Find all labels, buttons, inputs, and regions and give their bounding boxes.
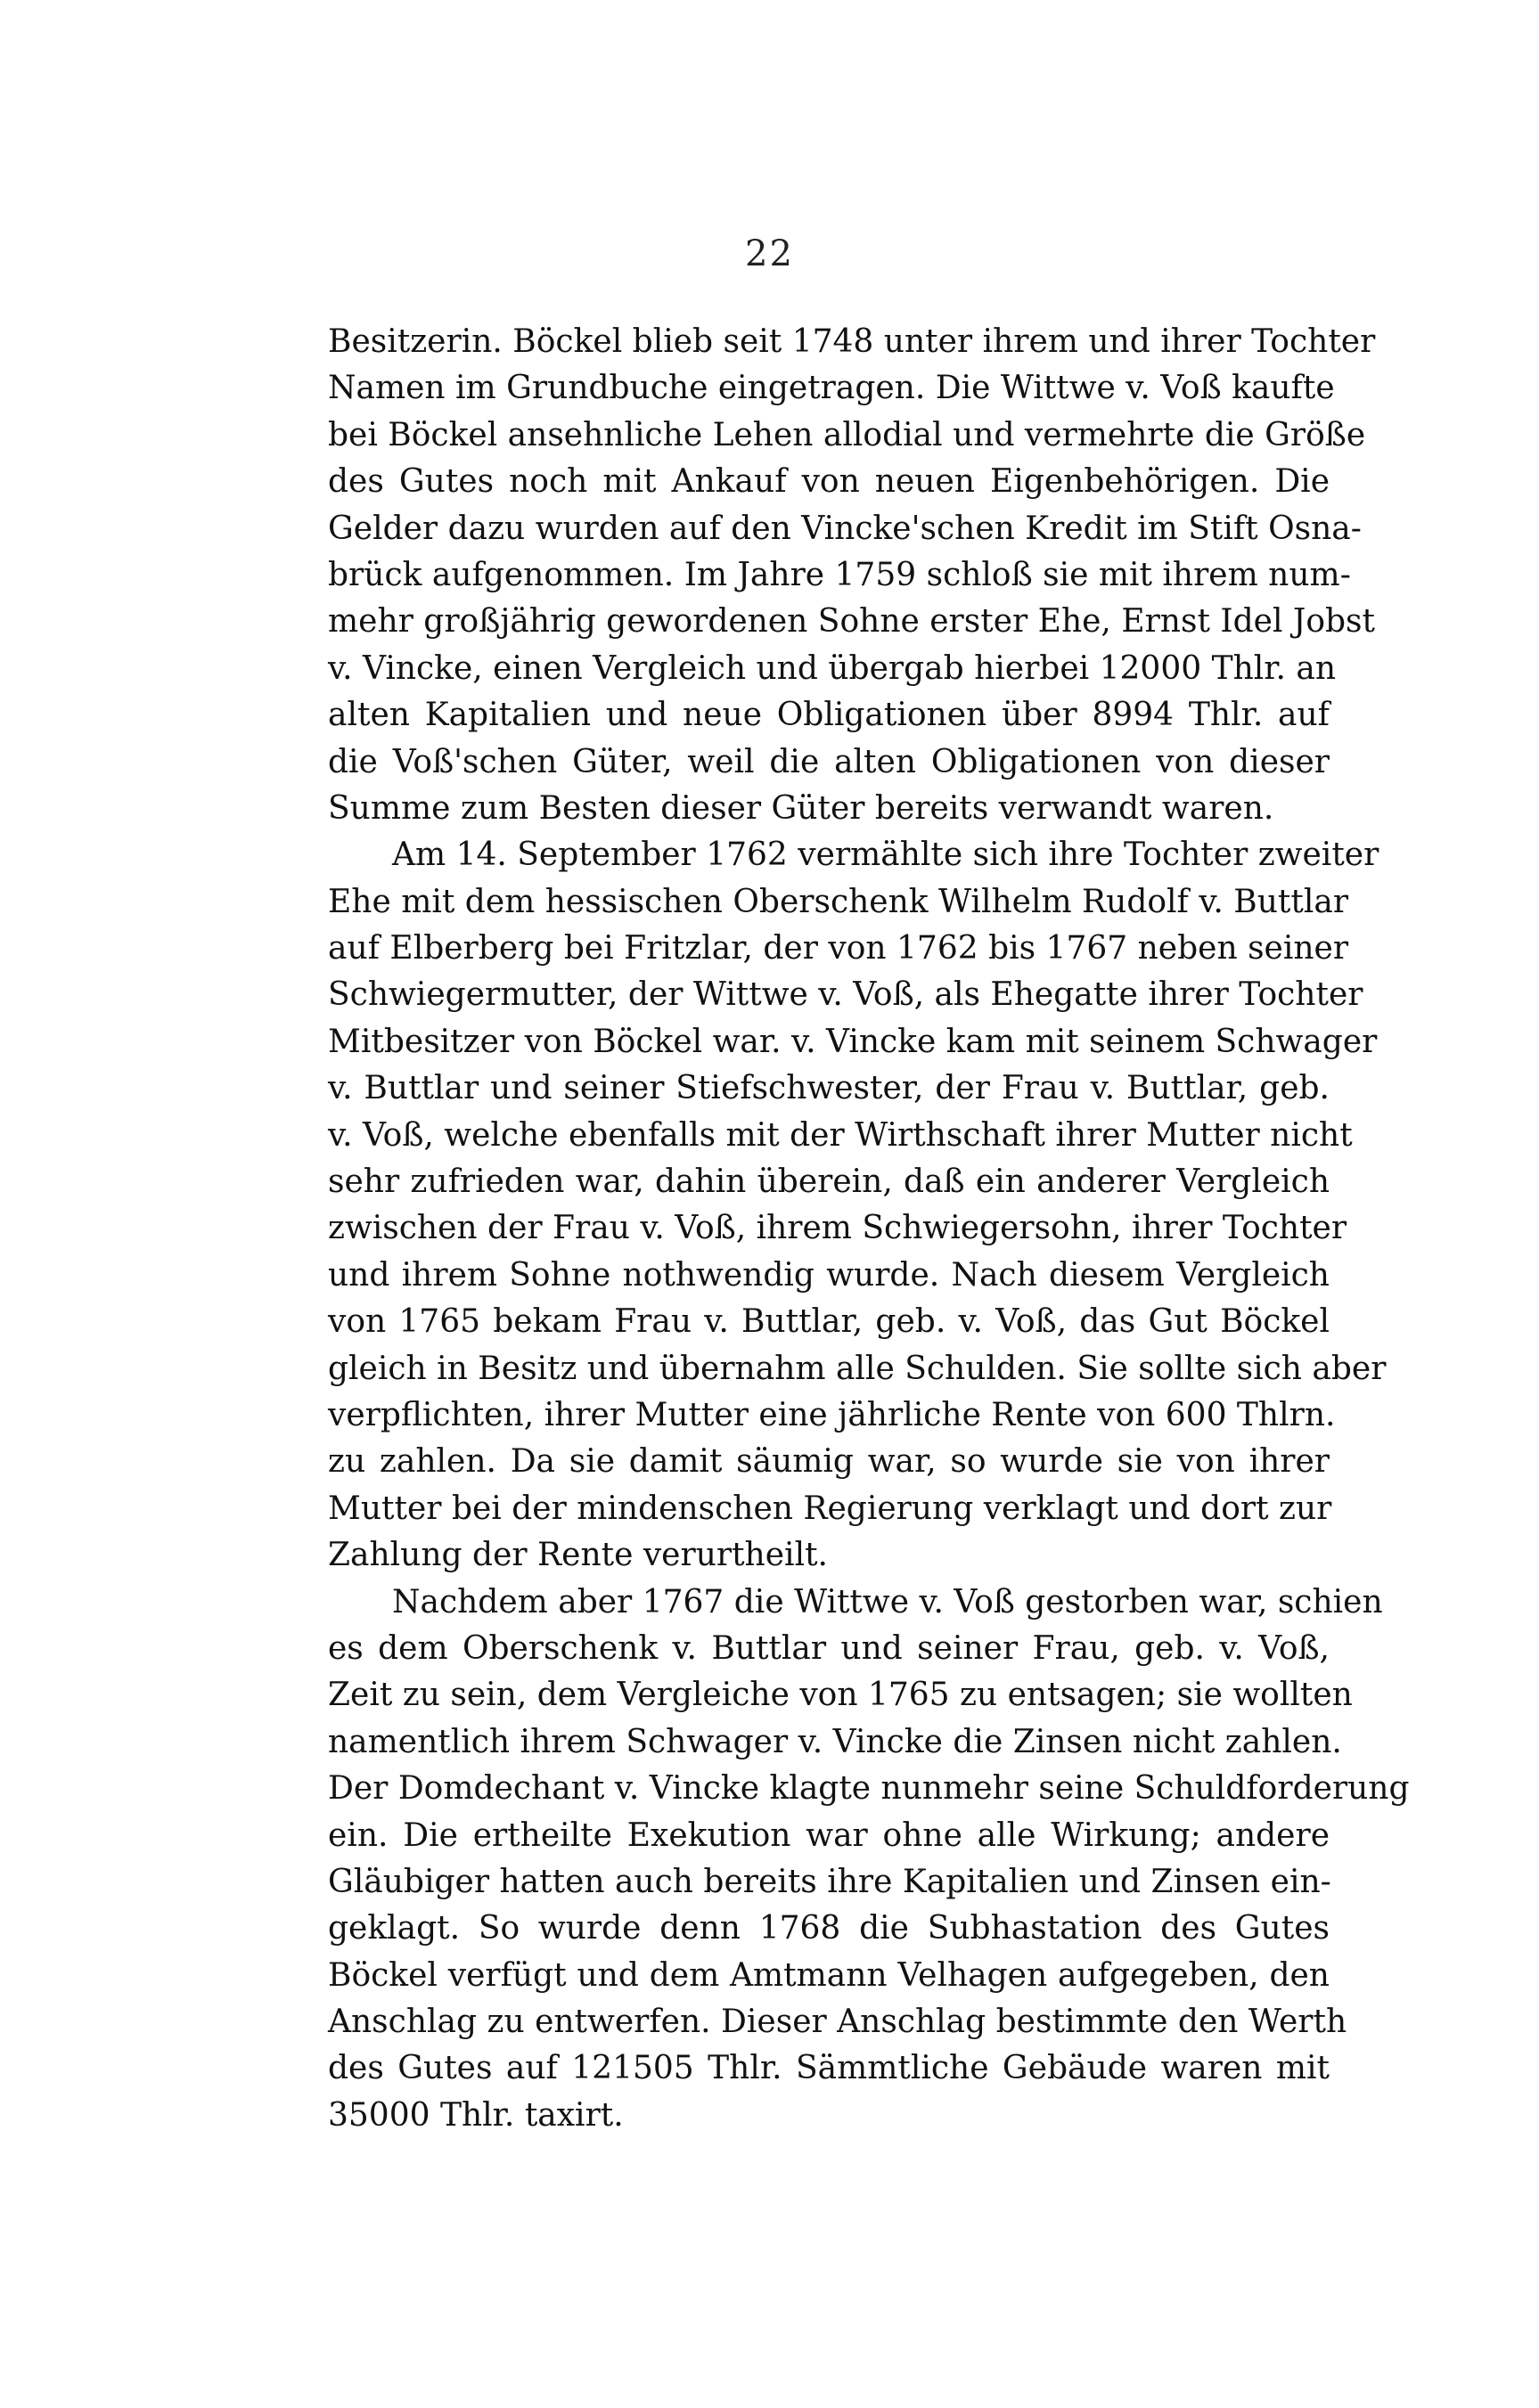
text-line: Mitbesitzer von Böckel war. v. Vincke kam mit seinem Schwager <box>328 1023 1378 1060</box>
text-line: zu zahlen. Da sie damit säumig war, so wurde sie von ihrer <box>328 1443 1330 1481</box>
text-line: Zeit zu sein, dem Vergleiche von 1765 zu entsagen; sie wollten <box>328 1677 1353 1714</box>
text-line: mehr großjährig gewordenen Sohne erster Ehe, Ernst Idel Jobst <box>328 603 1375 641</box>
text-line: Der Domdechant v. Vincke klagte nunmehr seine Schuldforderung <box>328 1770 1410 1808</box>
text-line: zwischen der Frau v. Voß, ihrem Schwiegersohn, ihrer Tochter <box>328 1210 1347 1247</box>
text-line: des Gutes auf 121505 Thlr. Sämmtliche Gebäude waren mit <box>328 2050 1330 2087</box>
text-line: Gelder dazu wurden auf den Vincke'schen Kredit im Stift Osna- <box>328 510 1362 547</box>
text-line: alten Kapitalien und neue Obligationen über 8994 Thlr. auf <box>328 697 1330 734</box>
text-line: namentlich ihrem Schwager v. Vincke die Zinsen nicht zahlen. <box>328 1723 1342 1760</box>
text-line: v. Vincke, einen Vergleich und übergab hierbei 12000 Thlr. an <box>328 649 1337 687</box>
text-line: sehr zufrieden war, dahin überein, daß ein anderer Vergleich <box>328 1163 1330 1201</box>
text-line: Nachdem aber 1767 die Wittwe v. Voß gestorben war, schien <box>392 1583 1383 1620</box>
text-line: gleich in Besitz und übernahm alle Schulden. Sie sollte sich aber <box>328 1350 1387 1387</box>
text-line: geklagt. So wurde denn 1768 die Subhastation des Gutes <box>328 1910 1330 1947</box>
text-line: brück aufgenommen. Im Jahre 1759 schloß sie mit ihrem num- <box>328 556 1351 593</box>
text-line: Besitzerin. Böckel blieb seit 1748 unter ihrem und ihrer Tochter <box>328 323 1376 360</box>
text-line: 35000 Thlr. taxirt. <box>328 2096 624 2134</box>
text-line: Ehe mit dem hessischen Oberschenk Wilhelm Rudolf v. Buttlar <box>328 883 1349 920</box>
body-text <box>328 319 1410 2139</box>
text-line: und ihrem Sohne nothwendig wurde. Nach diesem Vergleich <box>328 1256 1330 1294</box>
text-line: Summe zum Besten dieser Güter bereits verwandt waren. <box>328 789 1274 827</box>
text-line: Gläubiger hatten auch bereits ihre Kapitalien und Zinsen ein- <box>328 1863 1331 1900</box>
paragraph-2 <box>328 832 1387 1579</box>
text-line: bei Böckel ansehnliche Lehen allodial und vermehrte die Größe <box>328 416 1366 453</box>
text-line: auf Elberberg bei Fritzlar, der von 1762 bis 1767 neben seiner <box>328 930 1349 967</box>
text-line: v. Voß, welche ebenfalls mit der Wirthschaft ihrer Mutter nicht <box>328 1116 1353 1154</box>
text-line: Schwiegermutter, der Wittwe v. Voß, als Ehegatte ihrer Tochter <box>328 976 1363 1014</box>
text-line: v. Buttlar und seiner Stiefschwester, der Frau v. Buttlar, geb. <box>328 1070 1330 1107</box>
text-line: Zahlung der Rente verurtheilt. <box>328 1537 828 1574</box>
text-line: Am 14. September 1762 vermählte sich ihre Tochter zweiter <box>392 837 1379 874</box>
text-line: Anschlag zu entwerfen. Dieser Anschlag bestimmte den Werth <box>328 2004 1347 2041</box>
text-line: des Gutes noch mit Ankauf von neuen Eigenbehörigen. Die <box>328 463 1330 501</box>
text-line: Mutter bei der mindenschen Regierung verklagt und dort zur <box>328 1490 1332 1527</box>
text-line: Namen im Grundbuche eingetragen. Die Wittwe v. Voß kaufte <box>328 370 1335 407</box>
paragraph-3 <box>328 1579 1410 2140</box>
paragraph-1 <box>328 319 1376 832</box>
page-number: 22 <box>745 233 794 274</box>
text-line: die Voß'schen Güter, weil die alten Obligationen von dieser <box>328 743 1330 780</box>
text-line: ein. Die ertheilte Exekution war ohne alle Wirkung; andere <box>328 1816 1330 1854</box>
text-line: Böckel verfügt und dem Amtmann Velhagen aufgegeben, den <box>328 1956 1330 1994</box>
text-line: von 1765 bekam Frau v. Buttlar, geb. v. Voß, das Gut Böckel <box>328 1303 1330 1341</box>
text-line: verpflichten, ihrer Mutter eine jährliche Rente von 600 Thlrn. <box>328 1396 1336 1433</box>
text-line: es dem Oberschenk v. Buttlar und seiner Frau, geb. v. Voß, <box>328 1629 1330 1667</box>
